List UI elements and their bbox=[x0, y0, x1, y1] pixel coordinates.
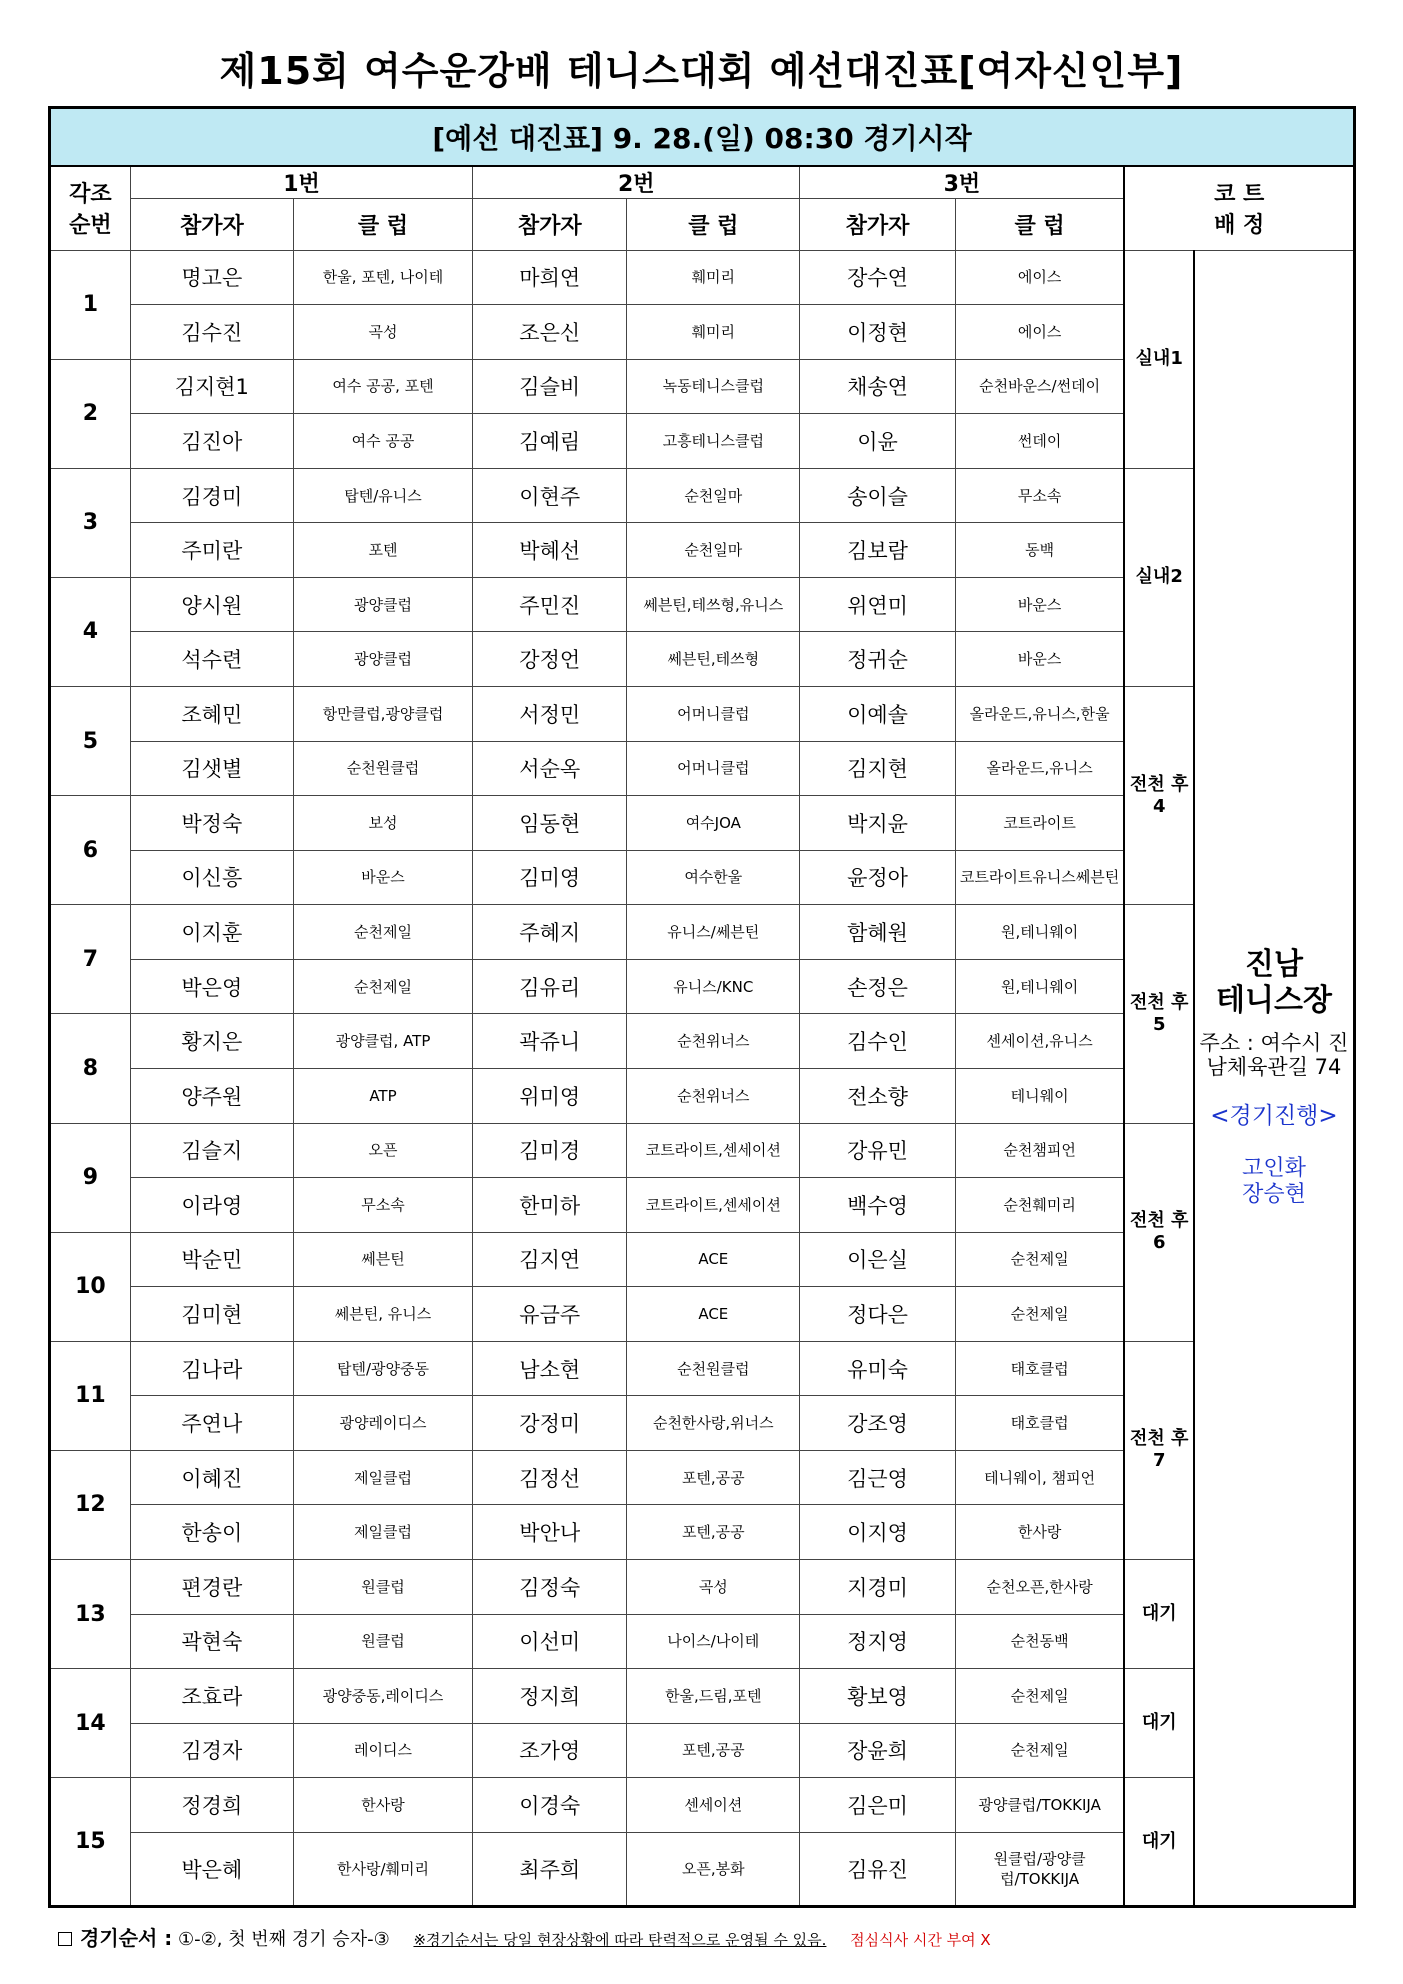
club-name: 고흥테니스클럽 bbox=[627, 414, 800, 469]
staff-name: 장승현 bbox=[1242, 1182, 1306, 1208]
match-order-label: 경기순서 : bbox=[80, 1926, 173, 1950]
club-name: 원클럽 bbox=[293, 1614, 472, 1669]
player-name: 이정현 bbox=[800, 305, 955, 360]
club-name: 광양클럽 bbox=[293, 577, 472, 632]
club-name: 순천제일 bbox=[955, 1723, 1124, 1778]
player-name: 김미현 bbox=[130, 1287, 293, 1342]
player-name: 양주원 bbox=[130, 1068, 293, 1123]
club-name: 한사랑 bbox=[955, 1505, 1124, 1560]
player-name: 조가영 bbox=[473, 1723, 627, 1778]
club-name: 원,테니웨이 bbox=[955, 905, 1124, 960]
player-name: 김샛별 bbox=[130, 741, 293, 796]
club-name: 동백 bbox=[955, 523, 1124, 578]
player-name: 김정숙 bbox=[473, 1560, 627, 1615]
player-name: 조은신 bbox=[473, 305, 627, 360]
player-name: 황지은 bbox=[130, 1014, 293, 1069]
player-name: 김미경 bbox=[473, 1123, 627, 1178]
club-header: 클 럽 bbox=[293, 198, 472, 250]
match-order-text: ①-②, 첫 번째 경기 승자-③ bbox=[177, 1929, 390, 1950]
club-name: 바운스 bbox=[293, 850, 472, 905]
player-name: 박혜선 bbox=[473, 523, 627, 578]
group-number: 7 bbox=[50, 905, 131, 1014]
club-name: 훼미리 bbox=[627, 250, 800, 305]
player-name: 마희연 bbox=[473, 250, 627, 305]
player-name: 최주희 bbox=[473, 1832, 627, 1906]
player-name: 이현주 bbox=[473, 468, 627, 523]
player-name: 이라영 bbox=[130, 1178, 293, 1233]
group-number: 10 bbox=[50, 1232, 131, 1341]
group-number: 3 bbox=[50, 468, 131, 577]
player-name: 유금주 bbox=[473, 1287, 627, 1342]
club-name: 순천일마 bbox=[627, 523, 800, 578]
club-name: 태호클럽 bbox=[955, 1396, 1124, 1451]
court-assignment: 대기 bbox=[1124, 1560, 1193, 1669]
club-name: 녹동테니스클럽 bbox=[627, 359, 800, 414]
court-assignment: 대기 bbox=[1124, 1778, 1193, 1907]
court-assignment: 전천 후7 bbox=[1124, 1341, 1193, 1559]
club-name: 순천위너스 bbox=[627, 1014, 800, 1069]
club-name: 훼미리 bbox=[627, 305, 800, 360]
schedule-banner: [예선 대진표] 9. 28.(일) 08:30 경기시작 bbox=[50, 108, 1355, 166]
court-assignment: 대기 bbox=[1124, 1669, 1193, 1778]
club-name: 센세이션,유니스 bbox=[955, 1014, 1124, 1069]
table-row bbox=[50, 1669, 1355, 1724]
player-name: 이선미 bbox=[473, 1614, 627, 1669]
player-name: 양시원 bbox=[130, 577, 293, 632]
venue-name bbox=[1197, 947, 1351, 1019]
club-name: 광양중동,레이디스 bbox=[293, 1669, 472, 1724]
player-name: 이은실 bbox=[800, 1232, 955, 1287]
player-name: 위미영 bbox=[473, 1068, 627, 1123]
club-name: ACE bbox=[627, 1232, 800, 1287]
footer-notes bbox=[58, 1922, 1358, 1951]
group-number: 12 bbox=[50, 1450, 131, 1559]
player-name: 김수인 bbox=[800, 1014, 955, 1069]
club-name: 썬데이 bbox=[955, 414, 1124, 469]
club-name: 여수 공공, 포텐 bbox=[293, 359, 472, 414]
club-name: 광양클럽 bbox=[293, 632, 472, 687]
player-name: 편경란 bbox=[130, 1560, 293, 1615]
club-name: 에이스 bbox=[955, 305, 1124, 360]
club-name: 광양클럽, ATP bbox=[293, 1014, 472, 1069]
club-name: 유니스/쎄븐틴 bbox=[627, 905, 800, 960]
player-name: 김슬지 bbox=[130, 1123, 293, 1178]
player-name: 정지영 bbox=[800, 1614, 955, 1669]
player-name: 임동현 bbox=[473, 796, 627, 851]
club-name: 순천제일 bbox=[293, 905, 472, 960]
player-name: 김진아 bbox=[130, 414, 293, 469]
staff-name: 고인화 bbox=[1242, 1156, 1306, 1182]
club-name: 어머니클럽 bbox=[627, 687, 800, 742]
club-name: 올라운드,유니스 bbox=[955, 741, 1124, 796]
club-name: 여수 공공 bbox=[293, 414, 472, 469]
player-header: 참가자 bbox=[130, 198, 293, 250]
player-name: 이윤 bbox=[800, 414, 955, 469]
player-name: 주민진 bbox=[473, 577, 627, 632]
court-assignment: 전천 후4 bbox=[1124, 687, 1193, 905]
player-name: 이신흥 bbox=[130, 850, 293, 905]
player-name: 주미란 bbox=[130, 523, 293, 578]
player-name: 송이슬 bbox=[800, 468, 955, 523]
group-number: 6 bbox=[50, 796, 131, 905]
player-name: 함혜원 bbox=[800, 905, 955, 960]
player-name: 김경자 bbox=[130, 1723, 293, 1778]
table-row bbox=[50, 250, 1355, 305]
player-name: 석수련 bbox=[130, 632, 293, 687]
group-number: 2 bbox=[50, 359, 131, 468]
club-name: 항만클럽,광양클럽 bbox=[293, 687, 472, 742]
slot-1-header: 1번 bbox=[130, 166, 472, 199]
player-name: 김정선 bbox=[473, 1450, 627, 1505]
club-name: 순천제일 bbox=[955, 1287, 1124, 1342]
club-name: 유니스/KNC bbox=[627, 959, 800, 1014]
group-number: 8 bbox=[50, 1014, 131, 1123]
group-number: 14 bbox=[50, 1669, 131, 1778]
player-name: 곽현숙 bbox=[130, 1614, 293, 1669]
table-row bbox=[50, 1560, 1355, 1615]
player-name: 강유민 bbox=[800, 1123, 955, 1178]
player-name: 박순민 bbox=[130, 1232, 293, 1287]
club-name: 순천위너스 bbox=[627, 1068, 800, 1123]
player-name: 정다은 bbox=[800, 1287, 955, 1342]
player-name: 곽쥬니 bbox=[473, 1014, 627, 1069]
player-name: 박은혜 bbox=[130, 1832, 293, 1906]
player-name: 김지현 bbox=[800, 741, 955, 796]
checkbox-square-icon bbox=[58, 1932, 72, 1946]
player-name: 강조영 bbox=[800, 1396, 955, 1451]
club-name: 한울,드림,포텐 bbox=[627, 1669, 800, 1724]
club-name: 순천일마 bbox=[627, 468, 800, 523]
player-name: 김근영 bbox=[800, 1450, 955, 1505]
club-name: 센세이션 bbox=[627, 1778, 800, 1833]
club-name: 테니웨이 bbox=[955, 1068, 1124, 1123]
player-name: 이예솔 bbox=[800, 687, 955, 742]
player-name: 김지연 bbox=[473, 1232, 627, 1287]
club-name: 보성 bbox=[293, 796, 472, 851]
club-name: 태호클럽 bbox=[955, 1341, 1124, 1396]
club-name: 순천훼미리 bbox=[955, 1178, 1124, 1233]
player-header: 참가자 bbox=[473, 198, 627, 250]
player-name: 주연나 bbox=[130, 1396, 293, 1451]
player-name: 유미숙 bbox=[800, 1341, 955, 1396]
club-name: 바운스 bbox=[955, 632, 1124, 687]
player-name: 김예림 bbox=[473, 414, 627, 469]
player-name: 이지훈 bbox=[130, 905, 293, 960]
court-assignment: 실내1 bbox=[1124, 250, 1193, 468]
club-name: 원,테니웨이 bbox=[955, 959, 1124, 1014]
venue-name-line: 진남 bbox=[1244, 947, 1303, 983]
table-row bbox=[50, 1123, 1355, 1178]
player-name: 이경숙 bbox=[473, 1778, 627, 1833]
player-name: 이혜진 bbox=[130, 1450, 293, 1505]
page-title: 제15회 여수운강배 테니스대회 예선대진표[여자신인부] bbox=[219, 49, 1184, 93]
player-name: 서정민 bbox=[473, 687, 627, 742]
club-name: ACE bbox=[627, 1287, 800, 1342]
club-header: 클 럽 bbox=[955, 198, 1124, 250]
club-name: 원클럽 bbox=[293, 1560, 472, 1615]
club-name: 무소속 bbox=[293, 1178, 472, 1233]
court-assignment: 전천 후5 bbox=[1124, 905, 1193, 1123]
club-name: 레이디스 bbox=[293, 1723, 472, 1778]
player-name: 손정은 bbox=[800, 959, 955, 1014]
group-number-header: 각조 순번 bbox=[50, 166, 131, 251]
player-name: 김미영 bbox=[473, 850, 627, 905]
player-name: 강정언 bbox=[473, 632, 627, 687]
club-name: 포텐 bbox=[293, 523, 472, 578]
player-name: 백수영 bbox=[800, 1178, 955, 1233]
club-name: 테니웨이, 챔피언 bbox=[955, 1450, 1124, 1505]
club-name: 순천바운스/썬데이 bbox=[955, 359, 1124, 414]
club-name: 포텐,공공 bbox=[627, 1505, 800, 1560]
player-name: 장수연 bbox=[800, 250, 955, 305]
club-name: 순천원클럽 bbox=[293, 741, 472, 796]
club-name: ATP bbox=[293, 1068, 472, 1123]
club-name: 오픈 bbox=[293, 1123, 472, 1178]
player-name: 위연미 bbox=[800, 577, 955, 632]
venue-name-line: 테니스장 bbox=[1216, 983, 1332, 1019]
player-name: 김보람 bbox=[800, 523, 955, 578]
operation-note: ※경기순서는 당일 현장상황에 따라 탄력적으로 운영될 수 있음. bbox=[413, 1931, 827, 1949]
player-name: 남소현 bbox=[473, 1341, 627, 1396]
court-assignment: 전천 후6 bbox=[1124, 1123, 1193, 1341]
group-number: 15 bbox=[50, 1778, 131, 1907]
club-name: 쎄븐틴, 유니스 bbox=[293, 1287, 472, 1342]
table-row bbox=[50, 687, 1355, 742]
club-name: 한사랑/훼미리 bbox=[293, 1832, 472, 1906]
court-assignment: 실내2 bbox=[1124, 468, 1193, 686]
club-name: 여수한울 bbox=[627, 850, 800, 905]
venue-address: 주소 : 여수시 진남체육관길 74 bbox=[1199, 1031, 1349, 1080]
player-name: 지경미 bbox=[800, 1560, 955, 1615]
club-header: 클 럽 bbox=[627, 198, 800, 250]
club-name: 탑텐/광양중동 bbox=[293, 1341, 472, 1396]
player-name: 박은영 bbox=[130, 959, 293, 1014]
player-name: 김유진 bbox=[800, 1832, 955, 1906]
club-name: 순천제일 bbox=[955, 1669, 1124, 1724]
player-name: 전소향 bbox=[800, 1068, 955, 1123]
bracket-table bbox=[48, 106, 1356, 1908]
player-name: 박정숙 bbox=[130, 796, 293, 851]
player-name: 황보영 bbox=[800, 1669, 955, 1724]
group-number: 13 bbox=[50, 1560, 131, 1669]
player-name: 장윤희 bbox=[800, 1723, 955, 1778]
club-name: 광양레이디스 bbox=[293, 1396, 472, 1451]
player-name: 강정미 bbox=[473, 1396, 627, 1451]
club-name: 나이스/나이테 bbox=[627, 1614, 800, 1669]
player-name: 한미하 bbox=[473, 1178, 627, 1233]
player-name: 이지영 bbox=[800, 1505, 955, 1560]
club-name: 순천오픈,한사랑 bbox=[955, 1560, 1124, 1615]
club-name: 코트라이트,센세이션 bbox=[627, 1178, 800, 1233]
player-name: 김슬비 bbox=[473, 359, 627, 414]
player-name: 정귀순 bbox=[800, 632, 955, 687]
group-number: 11 bbox=[50, 1341, 131, 1450]
player-name: 조혜민 bbox=[130, 687, 293, 742]
club-name: 어머니클럽 bbox=[627, 741, 800, 796]
club-name: 포텐,공공 bbox=[627, 1450, 800, 1505]
club-name: 제일클럽 bbox=[293, 1505, 472, 1560]
group-number: 5 bbox=[50, 687, 131, 796]
club-name: 한사랑 bbox=[293, 1778, 472, 1833]
club-name: 제일클럽 bbox=[293, 1450, 472, 1505]
player-name: 채송연 bbox=[800, 359, 955, 414]
club-name: 광양클럽/TOKKIJA bbox=[955, 1778, 1124, 1833]
table-row bbox=[50, 1778, 1355, 1833]
table-row bbox=[50, 905, 1355, 960]
player-name: 박지윤 bbox=[800, 796, 955, 851]
player-name: 명고은 bbox=[130, 250, 293, 305]
club-name: 순천챔피언 bbox=[955, 1123, 1124, 1178]
player-name: 김수진 bbox=[130, 305, 293, 360]
group-number: 4 bbox=[50, 577, 131, 686]
player-name: 한송이 bbox=[130, 1505, 293, 1560]
slot-2-header: 2번 bbox=[473, 166, 800, 199]
player-name: 김지현1 bbox=[130, 359, 293, 414]
club-name: 쎄븐틴,테쓰형 bbox=[627, 632, 800, 687]
player-name: 김유리 bbox=[473, 959, 627, 1014]
table-row bbox=[50, 468, 1355, 523]
club-name: 포텐,공공 bbox=[627, 1723, 800, 1778]
player-name: 주혜지 bbox=[473, 905, 627, 960]
player-name: 김나라 bbox=[130, 1341, 293, 1396]
club-name: 바운스 bbox=[955, 577, 1124, 632]
player-name: 정경희 bbox=[130, 1778, 293, 1833]
club-name: 원클럽/광양클럽/TOKKIJA bbox=[955, 1832, 1124, 1906]
club-name: 무소속 bbox=[955, 468, 1124, 523]
staff-names bbox=[1197, 1156, 1351, 1208]
group-number: 1 bbox=[50, 250, 131, 359]
club-name: 쎄븐틴,테쓰형,유니스 bbox=[627, 577, 800, 632]
club-name: 순천동백 bbox=[955, 1614, 1124, 1669]
club-name: 순천제일 bbox=[955, 1232, 1124, 1287]
club-name: 오픈,봉화 bbox=[627, 1832, 800, 1906]
player-name: 정지희 bbox=[473, 1669, 627, 1724]
player-header: 참가자 bbox=[800, 198, 955, 250]
venue-info bbox=[1194, 250, 1355, 1907]
club-name: 순천제일 bbox=[293, 959, 472, 1014]
lunch-warning: 점심식사 시간 부여 X bbox=[850, 1931, 991, 1949]
player-name: 김은미 bbox=[800, 1778, 955, 1833]
club-name: 한울, 포텐, 나이테 bbox=[293, 250, 472, 305]
player-name: 조효라 bbox=[130, 1669, 293, 1724]
club-name: 에이스 bbox=[955, 250, 1124, 305]
player-name: 서순옥 bbox=[473, 741, 627, 796]
player-name: 박안나 bbox=[473, 1505, 627, 1560]
club-name: 순천한사랑,위너스 bbox=[627, 1396, 800, 1451]
progress-label: <경기진행> bbox=[1210, 1103, 1338, 1130]
table-row bbox=[50, 1341, 1355, 1396]
club-name: 곡성 bbox=[293, 305, 472, 360]
club-name: 올라운드,유니스,한울 bbox=[955, 687, 1124, 742]
club-name: 코트라이트 bbox=[955, 796, 1124, 851]
club-name: 쎄븐틴 bbox=[293, 1232, 472, 1287]
club-name: 탑텐/유니스 bbox=[293, 468, 472, 523]
player-name: 김경미 bbox=[130, 468, 293, 523]
club-name: 곡성 bbox=[627, 1560, 800, 1615]
club-name: 여수JOA bbox=[627, 796, 800, 851]
player-name: 윤정아 bbox=[800, 850, 955, 905]
club-name: 순천원클럽 bbox=[627, 1341, 800, 1396]
club-name: 코트라이트,센세이션 bbox=[627, 1123, 800, 1178]
court-header: 코 트 배 정 bbox=[1124, 166, 1354, 251]
slot-3-header: 3번 bbox=[800, 166, 1125, 199]
club-name: 코트라이트유니스쎄븐틴 bbox=[955, 850, 1124, 905]
group-number: 9 bbox=[50, 1123, 131, 1232]
